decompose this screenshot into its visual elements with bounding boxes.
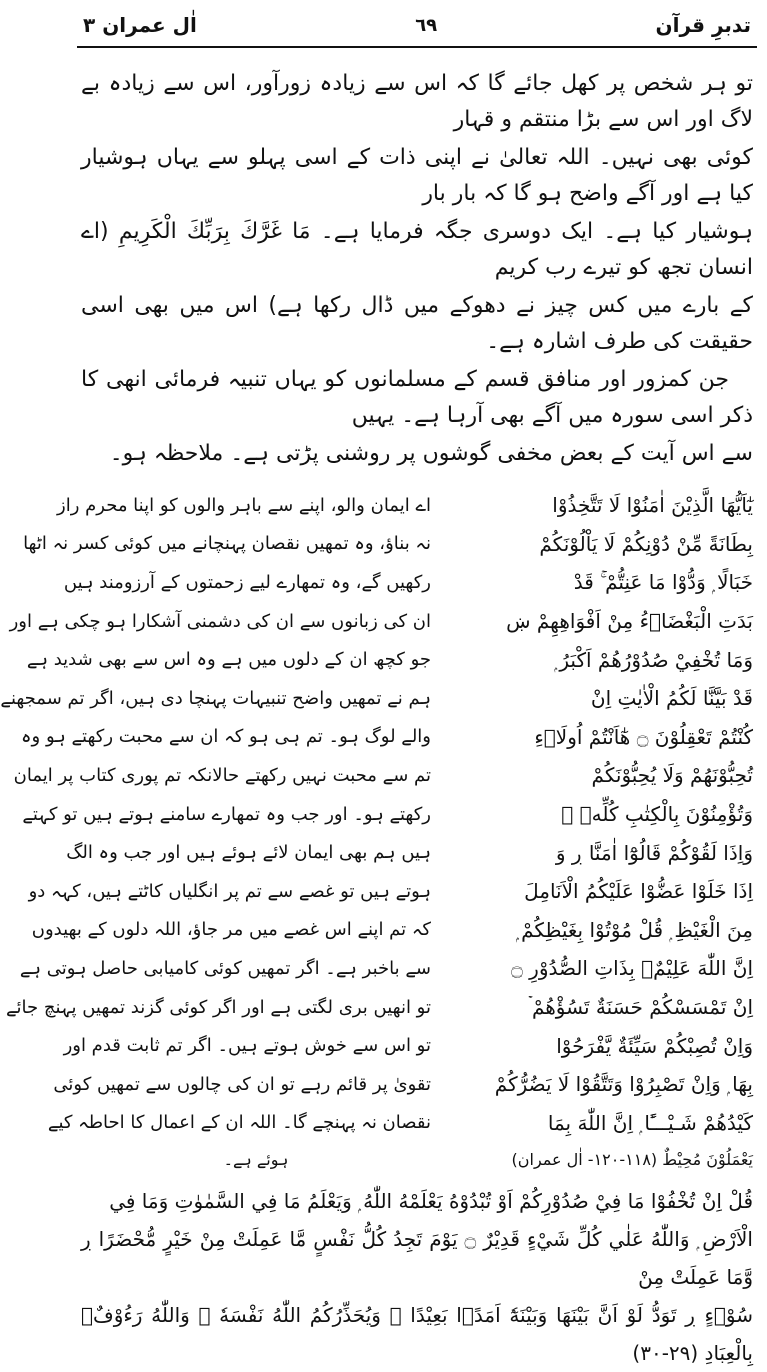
verse-translation: والے لوگ ہو۔ تم ہی ہو کہ ان سے محبت رکھتے ہو وہ	[20, 726, 431, 748]
verse-arabic: اِنْ تَمْسَسْكُمْ حَسَنَةٌ تَسُؤْھُمْ ۡ	[526, 995, 753, 1020]
verse-arabic: كُنْتُمْ تَعْقِلُوْنَ ۝ ھٰٓاَنْتُمْ اُولَاۗءِ	[534, 724, 753, 749]
last-verse-arabic	[512, 1150, 754, 1169]
verse-arabic: وَاِنْ تُصِبْكُمْ سَيِّئَةٌ يَّفْرَحُوْا	[556, 1033, 753, 1058]
verse-row	[13, 756, 753, 795]
verse-translation: جو کچھ ان کے دلوں میں ہے وہ اس سے بھی شدید ہے	[26, 649, 431, 671]
verse-translation: تم سے محبت نہیں رکھتے حالانکہ تم پوری کتاب پر ایمان	[13, 764, 431, 786]
page-number: ٦٩	[415, 14, 438, 36]
verse-translation: رکھیں گے، وہ تمھارے لیے زحمتوں کے آرزومند ہیں	[63, 571, 431, 593]
verse-arabic: بِهَا ۭ وَاِنْ تَصْبِرُوْا وَتَتَّقُوْا لَا يَضُرُّكُمْ	[494, 1072, 753, 1097]
book-title: تدبرِ قرآن	[655, 13, 751, 37]
verse-row	[31, 911, 753, 950]
verse-row	[0, 679, 753, 718]
closing-verses	[77, 1182, 757, 1372]
verse-reference: (١١٨-١٢٠- اٰل عمران)	[511, 1149, 658, 1169]
verse-translation: کہ تم اپنے اس غصے میں مر جاؤ، اللہ دلوں کے بھیدوں	[31, 919, 431, 941]
verse-arabic: اِذَا خَلَوْا عَضُّوْا عَلَيْكُمُ الْاَنَامِلَ	[524, 879, 753, 904]
verse-arabic: بَدَتِ الْبَغْضَاۗءُ مِنْ اَفْوَاهِهِمْ ښ	[506, 609, 753, 634]
verse-translation: ہیں ہم بھی ایمان لائے ہوئے ہیں اور جب وہ الگ	[66, 842, 431, 864]
verse-translation: تو اس سے خوش ہوتے ہیں۔ اگر تم ثابت قدم اور	[63, 1035, 431, 1057]
verse-row	[9, 602, 753, 641]
verse-row	[26, 640, 753, 679]
verse-row	[66, 833, 753, 872]
verse-table	[0, 486, 757, 1142]
verse-row	[53, 1065, 753, 1104]
verse-row	[63, 1026, 753, 1065]
last-verse-arabic-text: يَعْمَلُوْنَ مُحِيْطٌ	[662, 1149, 753, 1169]
surah-name: اٰل عمران ٣	[83, 13, 197, 37]
verse-row	[23, 525, 753, 564]
page-header	[77, 8, 757, 48]
verse-arabic: وَتُؤْمِنُوْنَ بِالْكِتٰبِ كُلِّهٖ ۚ	[561, 802, 753, 827]
intro-line: ہوشیار کیا ہے۔ ایک دوسری جگہ فرمایا ہے۔ مَا غَرَّكَ بِرَبِّكَ الْكَرِيمِ (اے انسان تجھ کو تیرے رب کریم	[81, 219, 753, 280]
verse-translation: ہم نے تمھیں واضح تنبیہات پہنچا دی ہیں، اگر تم سمجھنے	[0, 687, 431, 709]
verse-arabic: تُحِبُّوْنَھُمْ وَلَا يُحِبُّوْنَكُمْ	[591, 763, 753, 788]
verse-row	[28, 872, 753, 911]
verse-translation: اے ایمان والو، اپنے سے باہر والوں کو اپنا محرم راز	[57, 494, 431, 516]
verse-arabic: كَيْدُھُمْ شَـيْـــًٔا ۭ اِنَّ اللّٰهَ بِمَا	[547, 1110, 753, 1135]
verse-row	[5, 988, 753, 1027]
verse-translation: سے باخبر ہے۔ اگر تمھیں کوئی کامیابی حاصل ہوتی ہے	[19, 957, 431, 979]
verse-translation: تو انھیں بری لگتی ہے اور اگر کوئی گزند تمھیں پہنچ جائے	[5, 996, 431, 1018]
intro-text	[77, 66, 757, 472]
verse-translation: ہوتے ہیں تو غصے سے تم پر انگلیاں کاٹتے ہیں، کہہ دو	[28, 880, 431, 902]
closing-line: الْاَرْضِ ۭ وَاللّٰهُ عَلٰي كُلِّ شَيْءٍ قَدِيْرٌ ۝ يَوْمَ تَجِدُ كُلُّ نَفْسٍ مَّا عَمِلَتْ مِنْ خَيْرٍ مُّحْضَرًا ڔ وَّمَا عَمِلَتْ مِنْ	[81, 1227, 753, 1290]
verse-translation: رکھتے ہو۔ اور جب وہ تمھارے سامنے ہوتے ہیں تو کہتے	[22, 803, 431, 825]
verse-reference-row	[77, 1144, 757, 1174]
intro-line: سے اس آیت کے بعض مخفی گوشوں پر روشنی پڑتی ہے۔ ملاحظہ ہو۔	[109, 441, 753, 466]
verse-arabic: اِنَّ اللّٰهَ عَلِيْمٌۢ بِذَاتِ الصُّدُوْرِ ۝	[511, 956, 753, 981]
verse-row	[19, 949, 753, 988]
verse-translation: نہ بناؤ، وہ تمھیں نقصان پہنچانے میں کوئی کسر نہ اٹھا	[23, 533, 431, 555]
intro-line: کے بارے میں کس چیز نے دھوکے میں ڈال رکھا ہے) اس میں بھی اسی حقیقت کی طرف اشارہ ہے۔	[81, 293, 753, 354]
verse-row	[47, 1104, 753, 1143]
verse-translation: ان کی زبانوں سے ان کی دشمنی آشکارا ہو چکی ہے اور	[9, 610, 431, 632]
intro-line: جن کمزور اور منافق قسم کے مسلمانوں کو یہاں تنبیہ فرمائی انھی کا ذکر اسی سورہ میں آگے بھی آرہا ہے۔ یہیں	[81, 367, 753, 428]
verse-translation: نقصان نہ پہنچے گا۔ اللہ ان کے اعمال کا احاطہ کیے	[47, 1112, 431, 1134]
verse-arabic: وَمَا تُخْفِيْ صُدُوْرُھُمْ اَكْبَرُ ۭ	[554, 647, 753, 672]
closing-line: قُلْ اِنْ تُخْفُوْا مَا فِيْ صُدُوْرِكُمْ اَوْ تُبْدُوْهُ يَعْلَمْهُ اللّٰهُ ۭ وَيَعْلَمُ مَا فِي السَّمٰوٰتِ وَمَا فِي	[109, 1189, 753, 1214]
verse-translation: تقویٰ پر قائم رہے تو ان کی چالوں سے تمھیں کوئی	[53, 1073, 431, 1095]
verse-arabic: خَبَالًا ۭ وَدُّوْا مَا عَنِتُّمْ ۚ قَدْ	[573, 570, 753, 595]
last-verse-translation: ہوئے ہے۔	[223, 1149, 289, 1169]
verse-arabic: يٰٓاَيُّهَا الَّذِيْنَ اٰمَنُوْا لَا تَتَّخِذُوْا	[552, 493, 753, 518]
intro-line: تو ہر شخص پر کھل جائے گا کہ اس سے زیادہ زورآور، اس سے زیادہ بے لاگ اور اس سے بڑا منتقم و قہار	[81, 71, 753, 132]
verse-row	[57, 486, 753, 525]
verse-arabic: وَاِذَا لَقُوْكُمْ قَالُوْٓا اٰمَنَّا ڔ وَ	[555, 840, 753, 865]
verse-row	[22, 795, 753, 834]
verse-arabic: قَدْ بَيَّنَّا لَكُمُ الْاٰيٰتِ اِنْ	[590, 686, 753, 711]
verse-row	[63, 563, 753, 602]
intro-line: کوئی بھی نہیں۔ اللہ تعالیٰ نے اپنی ذات کے اسی پہلو سے یہاں ہوشیار کیا ہے اور آگے واضح ہو گا کہ بار بار	[81, 145, 753, 206]
verse-arabic: مِنَ الْغَيْظِ ۭ قُلْ مُوْتُوْا بِغَيْظِكُمْ ۭ	[516, 917, 753, 942]
verse-arabic: بِطَانَةً مِّنْ دُوْنِكُمْ لَا يَاْلُوْنَكُمْ	[539, 531, 753, 556]
closing-line: سُوْۗءٍ ڔ تَوَدُّ لَوْ اَنَّ بَيْنَهَا وَبَيْنَهٗٓ اَمَدًۢا بَعِيْدًا ۭ وَيُحَذِّرُكُمُ اللّٰهُ نَفْسَهٗ ۭ وَاللّٰهُ رَءُوْفٌۢ بِالْعِبَادِ (٢٩-٣٠)	[81, 1303, 753, 1366]
verse-row	[20, 718, 753, 757]
